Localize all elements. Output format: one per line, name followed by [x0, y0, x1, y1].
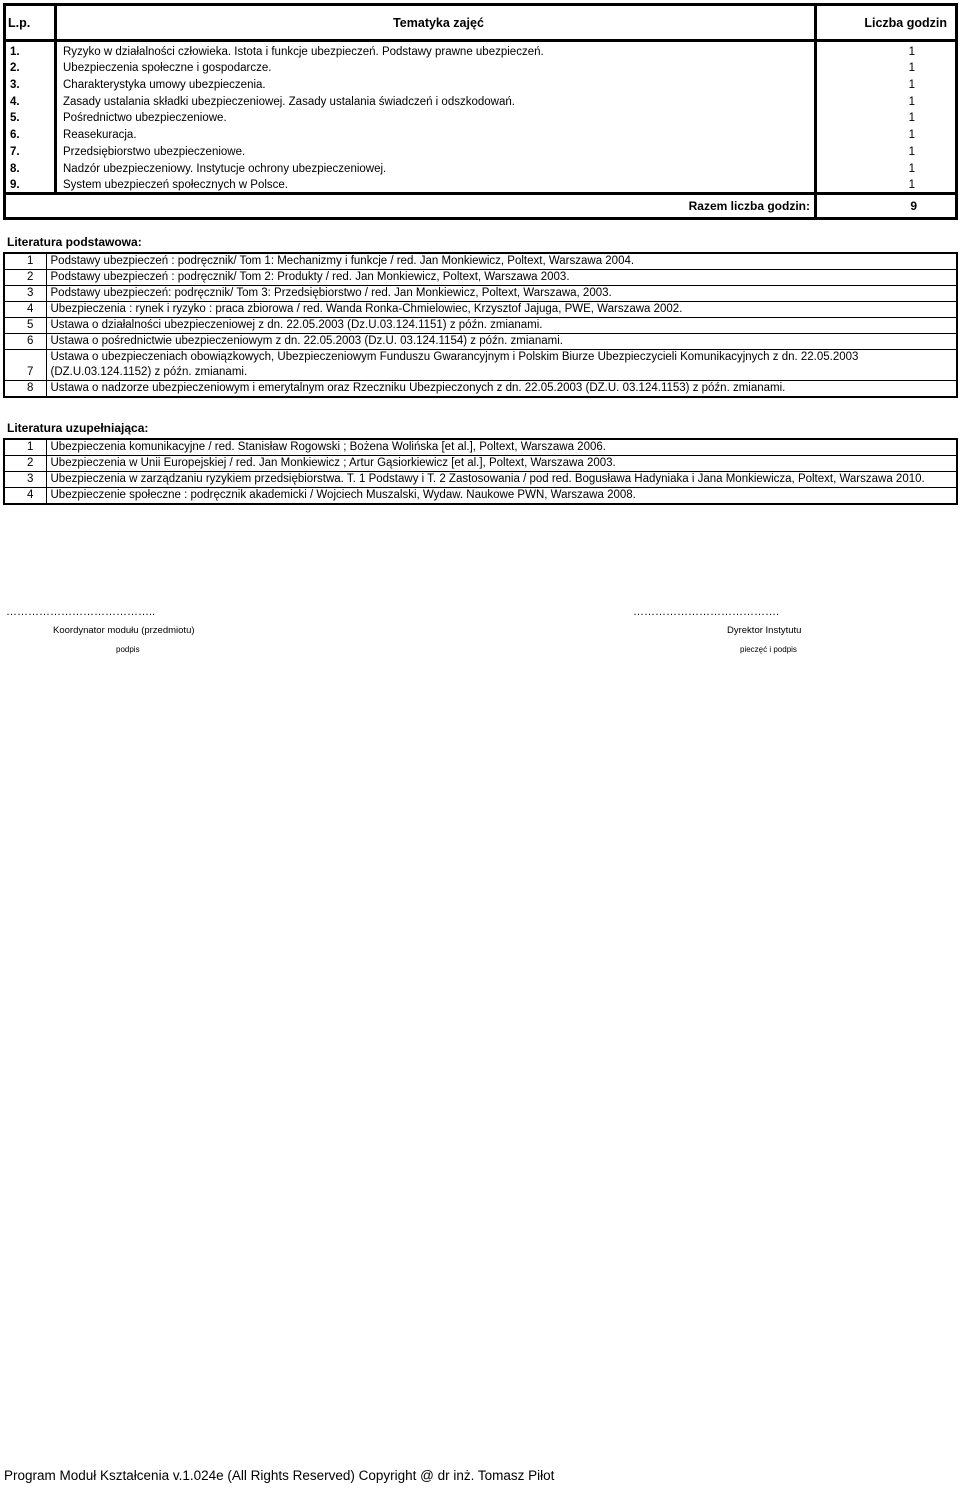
literature-number: 2: [4, 270, 46, 286]
table-row: [5, 109, 957, 126]
literature-text: Ustawa o nadzorze ubezpieczeniowym i emerytalnym oraz Rzeczniku Ubezpieczonych z dn. 22.05.2003 (DZ.U. 03.124.1153) z późn. zmianami.: [46, 381, 957, 398]
total-row: [5, 194, 957, 219]
table-row: [5, 176, 957, 194]
literature-text: Ubezpieczenia : rynek i ryzyko : praca zbiorowa / red. Wanda Ronka-Chmielowiec, Krzysztof Jajuga, PWE, Warszawa 2002.: [46, 302, 957, 318]
literature-text: Podstawy ubezpieczeń : podręcznik/ Tom 2: Produkty / red. Jan Monkiewicz, Poltext, Warszawa 2003.: [46, 270, 957, 286]
literature-number: 2: [4, 456, 46, 472]
list-item: [4, 488, 957, 505]
row-hours: 1: [816, 142, 957, 159]
list-item: [4, 456, 957, 472]
row-hours: 1: [816, 176, 957, 194]
row-lp: 1.: [5, 41, 56, 59]
list-item: [4, 472, 957, 488]
literature-text: Podstawy ubezpieczeń: podręcznik/ Tom 3: Przedsiębiorstwo / red. Jan Monkiewicz, Poltext, Warszawa, 2003.: [46, 286, 957, 302]
copyright-footer: Program Moduł Kształcenia v.1.024e (All Rights Reserved) Copyright @ dr inż. Tomasz Piłot: [4, 1468, 555, 1483]
literature-text: Ustawa o działalności ubezpieczeniowej z dn. 22.05.2003 (Dz.U.03.124.1151) z późn. zmianami.: [46, 318, 957, 334]
row-lp: 4.: [5, 92, 56, 109]
table-row: [5, 142, 957, 159]
literature-number: 1: [4, 439, 46, 456]
literature-number: 3: [4, 286, 46, 302]
list-item: [4, 286, 957, 302]
literature-text: Ubezpieczenia w zarządzaniu ryzykiem przedsiębiorstwa. T. 1 Podstawy i T. 2 Zastosowania / pod red. Bogusława Hadyniaka i Jana Monkiewicza, Poltext, Warszawa 2010.: [46, 472, 957, 488]
header-topic: Tematyka zajęć: [56, 5, 816, 41]
row-lp: 6.: [5, 125, 56, 142]
topics-header-row: [5, 5, 957, 41]
row-topic: Pośrednictwo ubezpieczeniowe.: [56, 109, 816, 126]
row-hours: 1: [816, 109, 957, 126]
literature-number: 1: [4, 253, 46, 270]
total-value: 9: [816, 194, 957, 219]
row-topic: Ubezpieczenia społeczne i gospodarcze.: [56, 59, 816, 76]
row-topic: Reasekuracja.: [56, 125, 816, 142]
row-hours: 1: [816, 59, 957, 76]
list-item: [4, 439, 957, 456]
row-hours: 1: [816, 75, 957, 92]
literature-number: 4: [4, 302, 46, 318]
row-topic: Przedsiębiorstwo ubezpieczeniowe.: [56, 142, 816, 159]
literature-text: Ustawa o pośrednictwie ubezpieczeniowym z dn. 22.05.2003 (Dz.U. 03.124.1154) z późn. zmianami.: [46, 334, 957, 350]
table-row: [5, 41, 957, 59]
row-topic: Charakterystyka umowy ubezpieczenia.: [56, 75, 816, 92]
basic-literature-table: [3, 252, 958, 398]
literature-text: Ustawa o ubezpieczeniach obowiązkowych, Ubezpieczeniowym Funduszu Gwarancyjnym i Polskim Biurze Ubezpieczycieli Komunikacyjnych z dn. 22.05.2003 (DZ.U.03.124.1152) z późn. zmianami.: [46, 350, 957, 381]
row-lp: 9.: [5, 176, 56, 194]
list-item: [4, 270, 957, 286]
table-row: [5, 75, 957, 92]
literature-number: 5: [4, 318, 46, 334]
coordinator-signature-line: …………………………………..: [6, 606, 156, 618]
topics-table: [3, 3, 958, 220]
row-hours: 1: [816, 125, 957, 142]
director-signature-line: ………………………………….: [633, 606, 780, 618]
list-item: [4, 381, 957, 398]
row-topic: Nadzór ubezpieczeniowy. Instytucje ochrony ubezpieczeniowej.: [56, 159, 816, 176]
table-row: [5, 159, 957, 176]
header-lp: L.p.: [5, 5, 56, 41]
list-item: [4, 253, 957, 270]
table-row: [5, 92, 957, 109]
row-hours: 1: [816, 41, 957, 59]
literature-number: 8: [4, 381, 46, 398]
director-label: Dyrektor Instytutu: [727, 625, 802, 636]
row-lp: 8.: [5, 159, 56, 176]
table-row: [5, 125, 957, 142]
literature-text: Ubezpieczenia w Unii Europejskiej / red. Jan Monkiewicz ; Artur Gąsiorkiewicz [et al.], Poltext, Warszawa 2003.: [46, 456, 957, 472]
supplementary-literature-title: Literatura uzupełniająca:: [7, 421, 149, 435]
literature-number: 6: [4, 334, 46, 350]
table-row: [5, 59, 957, 76]
literature-number: 3: [4, 472, 46, 488]
row-lp: 3.: [5, 75, 56, 92]
row-topic: System ubezpieczeń społecznych w Polsce.: [56, 176, 816, 194]
row-topic: Zasady ustalania składki ubezpieczeniowej. Zasady ustalania świadczeń i odszkodowań.: [56, 92, 816, 109]
row-lp: 2.: [5, 59, 56, 76]
row-lp: 7.: [5, 142, 56, 159]
list-item: [4, 350, 957, 381]
list-item: [4, 334, 957, 350]
list-item: [4, 318, 957, 334]
topics-body: [5, 5, 957, 219]
literature-number: 4: [4, 488, 46, 505]
literature-text: Podstawy ubezpieczeń : podręcznik/ Tom 1: Mechanizmy i funkcje / red. Jan Monkiewicz, Poltext, Warszawa 2004.: [46, 253, 957, 270]
coordinator-sublabel: podpis: [116, 645, 140, 654]
literature-text: Ubezpieczenia komunikacyjne / red. Stanisław Rogowski ; Bożena Wolińska [et al.], Poltext, Warszawa 2006.: [46, 439, 957, 456]
row-hours: 1: [816, 92, 957, 109]
row-topic: Ryzyko w działalności człowieka. Istota i funkcje ubezpieczeń. Podstawy prawne ubezpieczeń.: [56, 41, 816, 59]
total-label: Razem liczba godzin:: [5, 194, 816, 219]
literature-text: Ubezpieczenie społeczne : podręcznik akademicki / Wojciech Muszalski, Wydaw. Naukowe PWN, Warszawa 2008.: [46, 488, 957, 505]
header-hours: Liczba godzin: [816, 5, 957, 41]
literature-number: 7: [4, 350, 46, 381]
row-hours: 1: [816, 159, 957, 176]
row-lp: 5.: [5, 109, 56, 126]
director-sublabel: pieczęć i podpis: [740, 645, 797, 654]
coordinator-label: Koordynator modułu (przedmiotu): [53, 625, 195, 636]
supplementary-literature-table: [3, 438, 958, 505]
list-item: [4, 302, 957, 318]
basic-literature-title: Literatura podstawowa:: [7, 235, 142, 249]
